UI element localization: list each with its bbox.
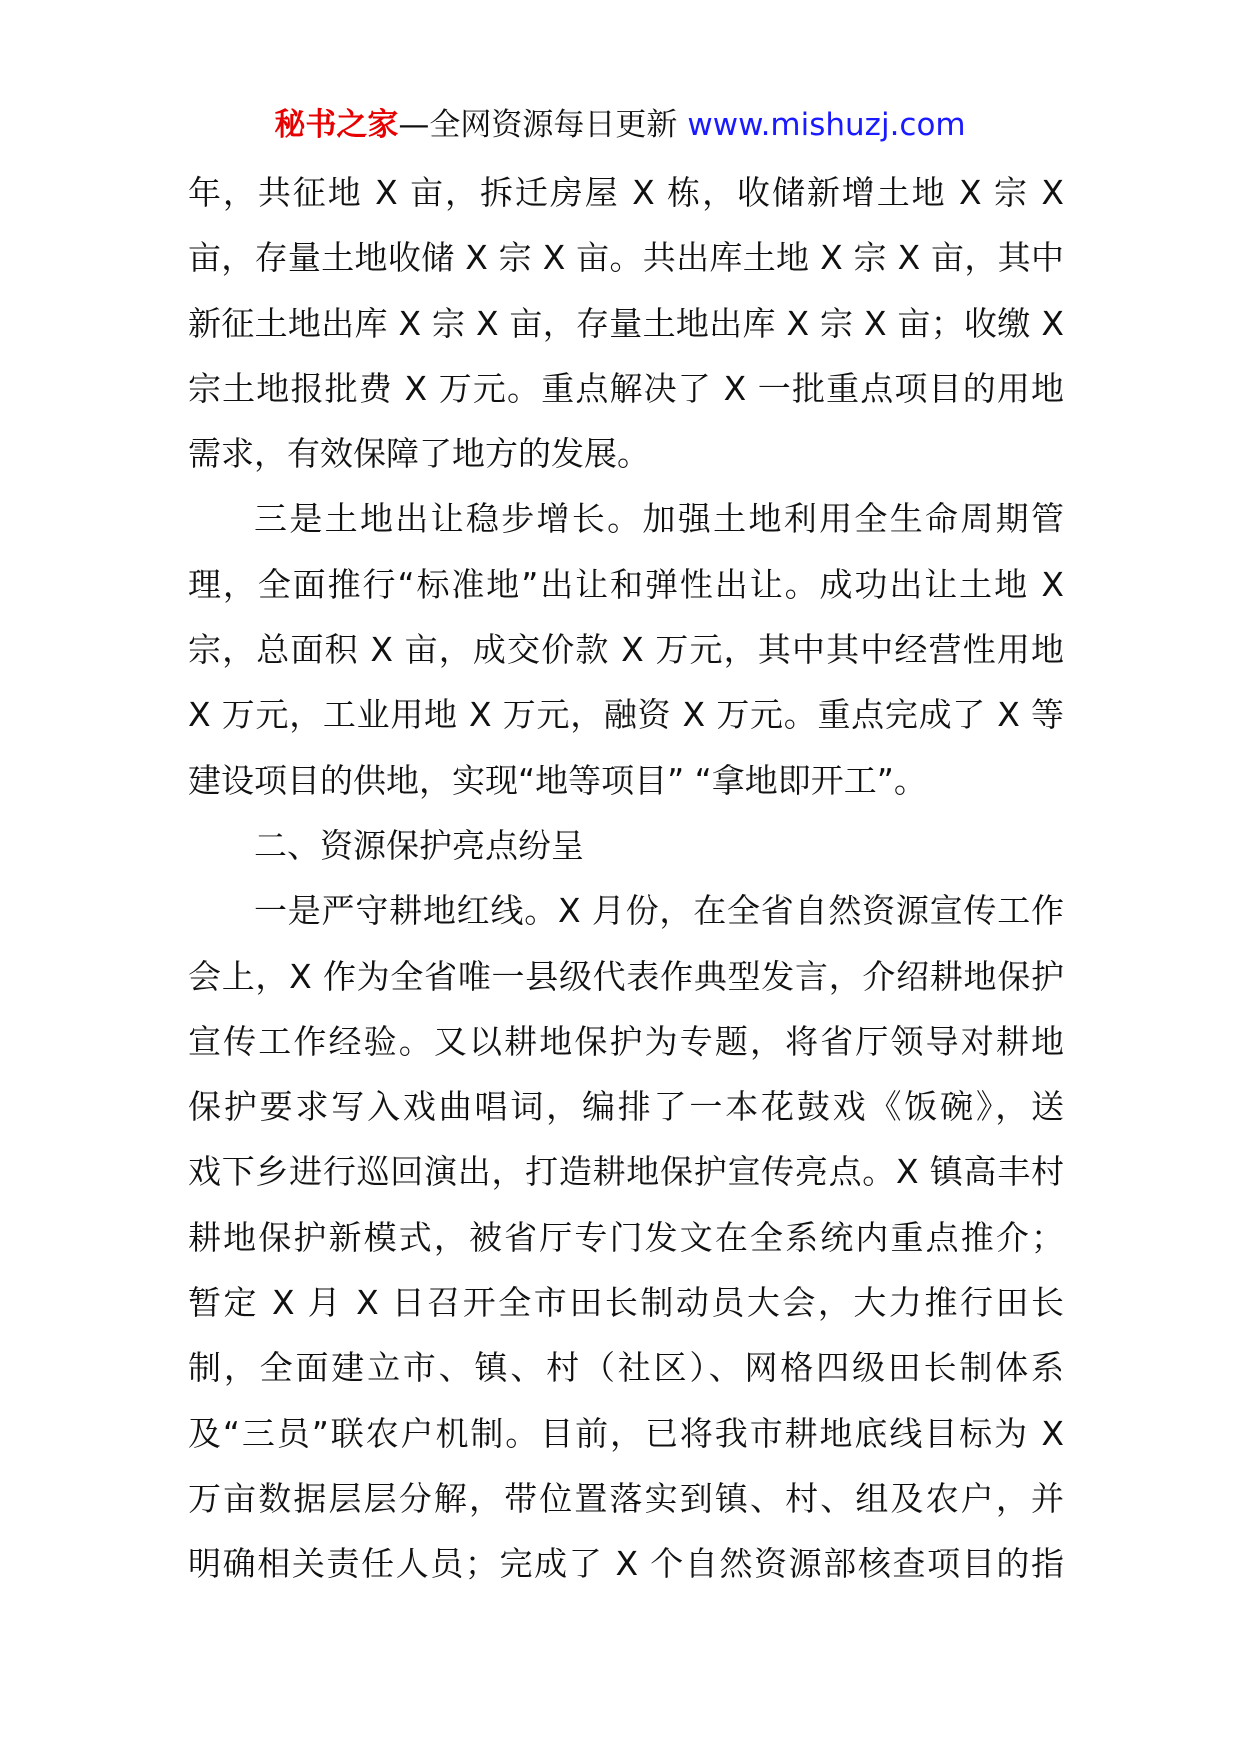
paragraph-start-line: 三是土地出让稳步增长。加强土地利用全生命周期管 bbox=[254, 499, 1064, 539]
section-heading: 二、资源保护亮点纷呈 bbox=[254, 825, 584, 865]
text-line: 耕地保护新模式，被省厅专门发文在全系统内重点推介； bbox=[188, 1217, 1064, 1257]
text-line: 宗，总面积 X 亩，成交价款 X 万元，其中其中经营性用地 bbox=[188, 630, 1064, 670]
text-line: 万亩数据层层分解，带位置落实到镇、村、组及农户，并 bbox=[188, 1478, 1064, 1518]
text-line: 制，全面建立市、镇、村（社区）、网格四级田长制体系 bbox=[188, 1348, 1064, 1388]
text-line: 暂定 X 月 X 日召开全市田长制动员大会，大力推行田长 bbox=[188, 1283, 1064, 1323]
text-line: 新征土地出库 X 宗 X 亩，存量土地出库 X 宗 X 亩；收缴 X bbox=[188, 303, 1064, 343]
text-line: 保护要求写入戏曲唱词，编排了一本花鼓戏《饭碗》，送 bbox=[188, 1087, 1064, 1127]
text-line: 会上，X 作为全省唯一县级代表作典型发言，介绍耕地保护 bbox=[188, 956, 1064, 996]
site-url-link[interactable]: www.mishuzj.com bbox=[687, 107, 966, 143]
text-line: 年，共征地 X 亩，拆迁房屋 X 栋，收储新增土地 X 宗 X bbox=[188, 173, 1064, 212]
text-line: X 万元，工业用地 X 万元，融资 X 万元。重点完成了 X 等 bbox=[188, 695, 1064, 735]
text-line: 亩，存量土地收储 X 宗 X 亩。共出库土地 X 宗 X 亩，其中 bbox=[188, 238, 1064, 278]
page-header bbox=[0, 100, 1240, 150]
text-line: 宣传工作经验。又以耕地保护为专题，将省厅领导对耕地 bbox=[188, 1021, 1064, 1061]
text-line: 宗土地报批费 X 万元。重点解决了 X 一批重点项目的用地 bbox=[188, 368, 1064, 408]
header-slogan: —全网资源每日更新 bbox=[398, 107, 678, 143]
document-body bbox=[188, 160, 1064, 1597]
text-line: 戏下乡进行巡回演出，打造耕地保护宣传亮点。X 镇高丰村 bbox=[188, 1152, 1064, 1192]
paragraph-start-line: 一是严守耕地红线。X 月份，在全省自然资源宣传工作 bbox=[254, 891, 1064, 931]
text-line: 需求，有效保障了地方的发展。 bbox=[188, 434, 650, 474]
brand-name: 秘书之家 bbox=[274, 107, 399, 143]
text-line: 建设项目的供地，实现“地等项目” “拿地即开工”。 bbox=[188, 760, 927, 800]
text-line: 明确相关责任人员；完成了 X 个自然资源部核查项目的指 bbox=[188, 1544, 1064, 1584]
text-line: 及“三员”联农户机制。目前，已将我市耕地底线目标为 X bbox=[188, 1413, 1064, 1453]
text-line: 理，全面推行“标准地”出让和弹性出让。成功出让土地 X bbox=[188, 564, 1064, 604]
